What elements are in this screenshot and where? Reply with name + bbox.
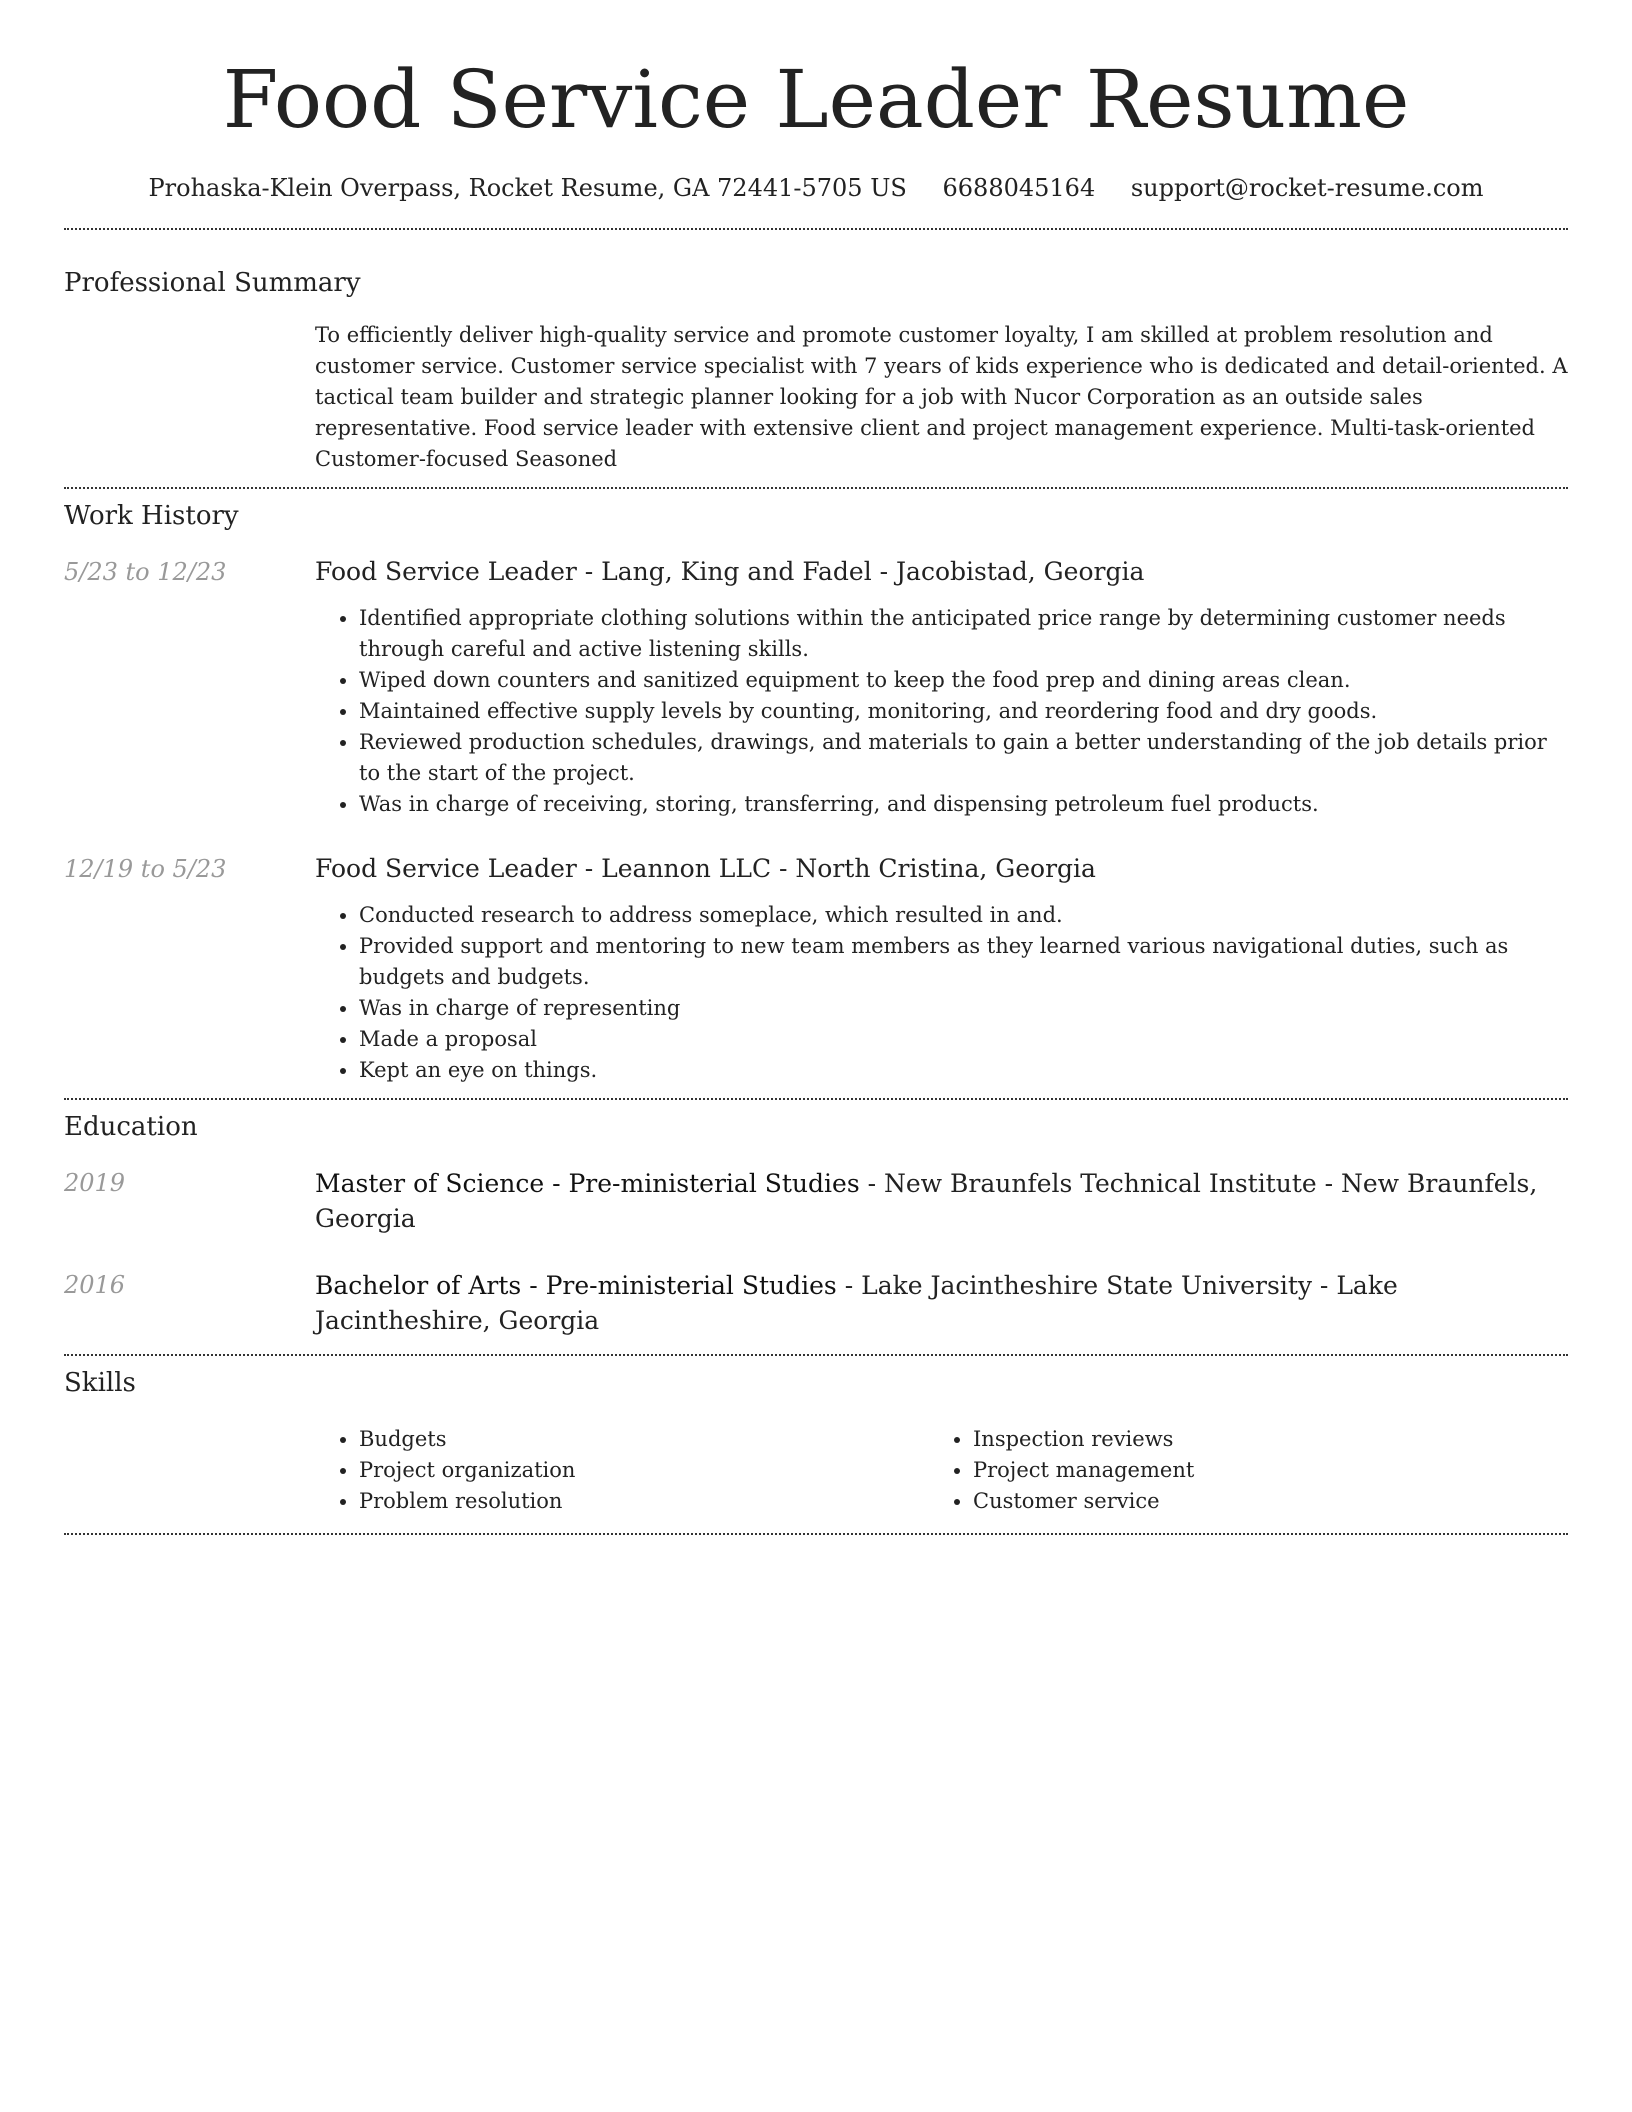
- job-entry: [64, 555, 1568, 820]
- list-item: • Identified appropriate clothing solutions within the anticipated price range by determining customer needs through careful and active listening skills.: [359, 603, 1568, 665]
- section-title-skills: Skills: [64, 1368, 136, 1398]
- job-bullets: [315, 900, 1568, 1086]
- skills-list: [315, 1424, 1568, 1517]
- job-bullets: [315, 603, 1568, 820]
- education-section: [64, 1110, 1568, 1338]
- list-item: • Kept an eye on things.: [359, 1055, 1568, 1086]
- resume-page: [64, 0, 1568, 1535]
- skills-column: [929, 1424, 1543, 1517]
- section-title-summary: Professional Summary: [64, 268, 361, 298]
- education-year: 2019: [64, 1169, 126, 1197]
- education-institution: - Lake Jacintheshire State University - Lake Jacintheshire, Georgia: [315, 1271, 1398, 1335]
- job-title: Food Service Leader - Lang, King and Fadel - Jacobistad, Georgia: [315, 557, 1145, 586]
- list-item: • Provided support and mentoring to new team members as they learned various navigational duties, such as budgets and budgets.: [359, 931, 1568, 993]
- divider: [64, 1354, 1568, 1356]
- work-section: [64, 499, 1568, 1086]
- education-degree: Bachelor of Arts - Pre-ministerial Studies: [315, 1271, 837, 1300]
- skill-item: • Project organization: [359, 1455, 929, 1486]
- skill-item: • Problem resolution: [359, 1486, 929, 1517]
- skill-item: • Budgets: [359, 1424, 929, 1455]
- contact-line: [64, 172, 1568, 204]
- skills-section: [64, 1366, 1568, 1517]
- list-item: • Wiped down counters and sanitized equipment to keep the food prep and dining areas clean.: [359, 665, 1568, 696]
- education-year: 2016: [64, 1271, 126, 1299]
- list-item: • Conducted research to address someplace, which resulted in and.: [359, 900, 1568, 931]
- resume-title: Food Service Leader Resume: [222, 53, 1410, 146]
- list-item: • Maintained effective supply levels by counting, monitoring, and reordering food and dry goods.: [359, 696, 1568, 727]
- list-item: • Reviewed production schedules, drawings, and materials to gain a better understanding of the job details prior to the start of the project.: [359, 727, 1568, 789]
- divider: [64, 228, 1568, 230]
- education-degree: Master of Science - Pre-ministerial Studies: [315, 1169, 860, 1198]
- education-entry: [64, 1166, 1568, 1236]
- education-title: [315, 1166, 1568, 1236]
- section-title-work: Work History: [64, 501, 239, 531]
- divider: [64, 1533, 1568, 1535]
- education-entry: [64, 1268, 1568, 1338]
- job-dates: 12/19 to 5/23: [64, 855, 227, 883]
- list-item: • Was in charge of representing: [359, 993, 1568, 1024]
- skill-item: • Customer service: [973, 1486, 1543, 1517]
- list-item: • Made a proposal: [359, 1024, 1568, 1055]
- job-dates: 5/23 to 12/23: [64, 558, 227, 586]
- summary-text: To efficiently deliver high-quality service and promote customer loyalty, I am skilled at problem resolution and customer service. Customer service specialist with 7 years of kids experience who is dedicated and detail-oriented. A tactical team builder and strategic planner looking for a job with Nucor Corporation as an outside sales representative. Food service leader with extensive client and project management experience. Multi-task-oriented Customer-focused Seasoned: [315, 323, 1568, 471]
- contact-phone: 6688045164: [942, 174, 1096, 202]
- summary-section: [64, 266, 1568, 475]
- skill-item: • Inspection reviews: [973, 1424, 1543, 1455]
- education-institution: - New Braunfels Technical Institute - New Braunfels, Georgia: [315, 1169, 1538, 1233]
- job-title: Food Service Leader - Leannon LLC - North Cristina, Georgia: [315, 854, 1096, 883]
- list-item: • Was in charge of receiving, storing, transferring, and dispensing petroleum fuel products.: [359, 789, 1568, 820]
- section-title-education: Education: [64, 1112, 198, 1142]
- skill-item: • Project management: [973, 1455, 1543, 1486]
- contact-email: support@rocket-resume.com: [1130, 174, 1484, 202]
- divider: [64, 487, 1568, 489]
- contact-address: Prohaska-Klein Overpass, Rocket Resume, GA 72441-5705 US: [148, 174, 907, 202]
- job-entry: [64, 852, 1568, 1086]
- divider: [64, 1098, 1568, 1100]
- education-title: [315, 1268, 1568, 1338]
- skills-column: [315, 1424, 929, 1517]
